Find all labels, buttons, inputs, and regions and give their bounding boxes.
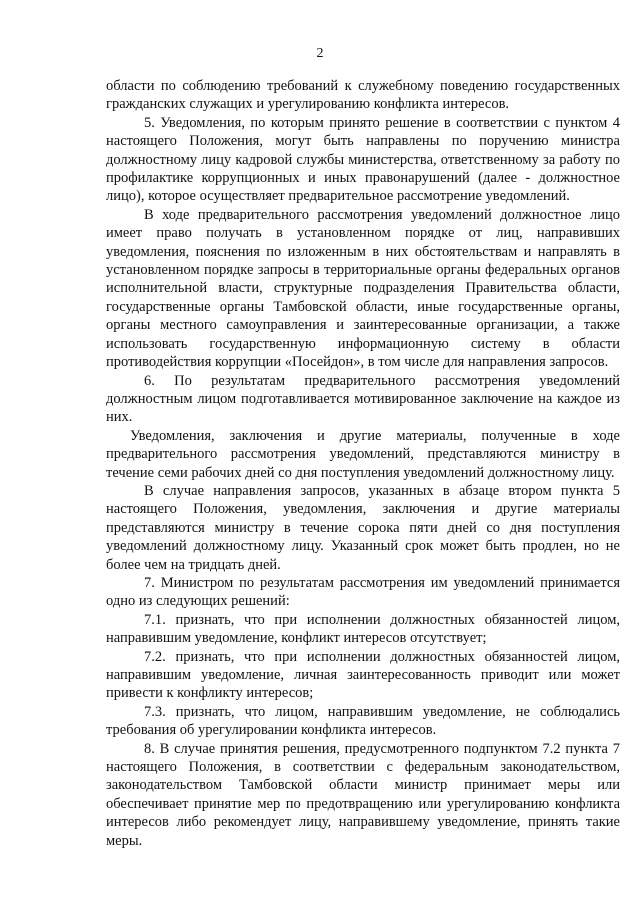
paragraph-item-7: 7. Министром по результатам рассмотрения им уведомлений принимается одно из следующих решений: <box>106 574 620 610</box>
paragraph-preliminary-review: В ходе предварительного рассмотрения уведомлений должностное лицо имеет право получать в установленном порядке от лиц, направивших уведомления, пояснения по изложенным в них обстоятельствам и направлять в установленном порядке запросы в территориальные органы федеральных органов исполнительной власти, структурные подразделения Правительства области, государственные органы Тамбовской области, иные государственные органы, органы местного самоуправления и заинтересованные организации, а также использовать государственную информационную систему в области противодействия коррупции «Посейдон», в том числе для направления запросов. <box>106 206 620 371</box>
paragraph-item-5: 5. Уведомления, по которым принято решение в соответствии с пунктом 4 настоящего Положения, могут быть направлены по поручению министра должностному лицу кадровой службы министерства, ответственному за работу по профилактике коррупционных и иных правонарушений (далее - должностное лицо), которое осуществляет предварительное рассмотрение уведомлений. <box>106 114 620 205</box>
paragraph-requests: В случае направления запросов, указанных в абзаце втором пункта 5 настоящего Положения, уведомления, заключения и другие материалы представляются министру в течение сорока пяти дней со дня поступления уведомлений должностному лицу. Указанный срок может быть продлен, но не более чем на тридцать дней. <box>106 482 620 573</box>
page-number: 2 <box>316 46 324 61</box>
document-body <box>106 77 620 850</box>
paragraph-materials: Уведомления, заключения и другие материалы, полученные в ходе предварительного рассмотрения уведомлений, представляются министру в течение семи рабочих дней со дня поступления уведомлений должностному лицу. <box>106 427 620 481</box>
paragraph-continuation: области по соблюдению требований к служебному поведению государственных гражданских служащих и урегулированию конфликта интересов. <box>106 78 620 113</box>
paragraph-item-7-1: 7.1. признать, что при исполнении должностных обязанностей лицом, направившим уведомление, конфликт интересов отсутствует; <box>106 611 620 647</box>
paragraph-item-7-3: 7.3. признать, что лицом, направившим уведомление, не соблюдались требования об урегулировании конфликта интересов. <box>106 703 620 739</box>
paragraph-item-6: 6. По результатам предварительного рассмотрения уведомлений должностным лицом подготавливается мотивированное заключение на каждое из них. <box>106 372 620 426</box>
paragraph-item-7-2: 7.2. признать, что при исполнении должностных обязанностей лицом, направившим уведомление, личная заинтересованность приводит или может привести к конфликту интересов; <box>106 648 620 702</box>
paragraph-item-8: 8. В случае принятия решения, предусмотренного подпунктом 7.2 пункта 7 настоящего Положения, в соответствии с федеральным законодательством, законодательством Тамбовской области министр принимает меры или обеспечивает принятие мер по предотвращению или урегулированию конфликта интересов либо рекомендует лицу, направившему уведомление, принять такие меры. <box>106 740 620 849</box>
